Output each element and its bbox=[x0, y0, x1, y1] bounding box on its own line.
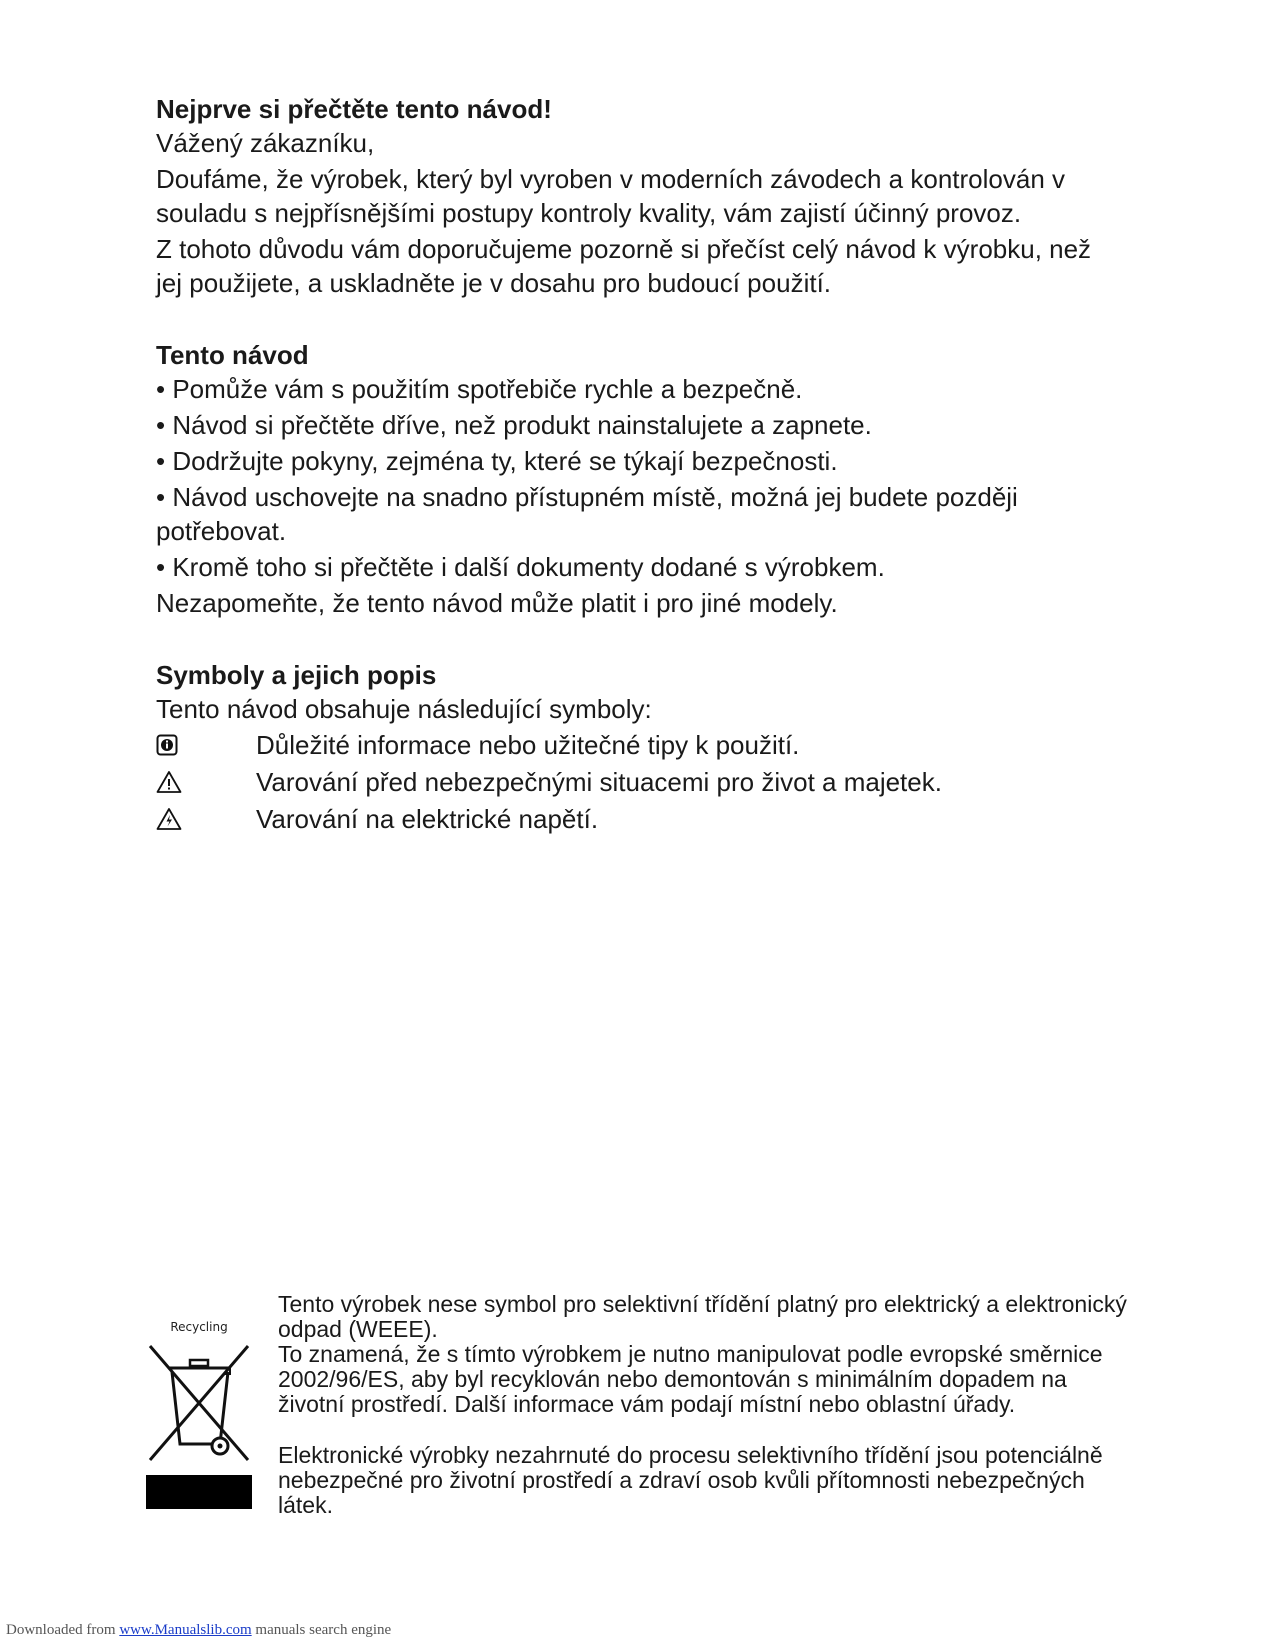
manual-section bbox=[156, 338, 1116, 620]
weee-paragraph-1: Tento výrobek nese symbol pro selektivní třídění platný pro elektrický a elektronický odpad (WEEE). bbox=[278, 1291, 1127, 1342]
greeting: Vážený zákazníku, bbox=[156, 128, 375, 158]
intro-paragraph-2: Z tohoto důvodu vám doporučujeme pozorně si přečíst celý návod k výrobku, než jej použijete, a uskladněte je v dosahu pro budoucí použití. bbox=[156, 234, 1092, 298]
electric-warning-icon bbox=[156, 807, 256, 831]
symbol-text-warning: Varování před nebezpečnými situacemi pro život a majetek. bbox=[256, 767, 942, 797]
symbol-text-electric: Varování na elektrické napětí. bbox=[256, 804, 599, 834]
symbol-row-info bbox=[156, 728, 1116, 762]
manual-bullet: • Návod uschovejte na snadno přístupném místě, možná jej budete později potřebovat. bbox=[156, 482, 1018, 546]
intro-section bbox=[156, 92, 1116, 300]
crossed-bin-icon bbox=[146, 1338, 252, 1462]
symbols-intro: Tento návod obsahuje následující symboly: bbox=[156, 694, 652, 724]
weee-black-bar bbox=[146, 1475, 252, 1509]
manual-note: Nezapomeňte, že tento návod může platit i pro jiné modely. bbox=[156, 588, 838, 618]
symbol-row-warning bbox=[156, 765, 1116, 799]
symbol-text-info: Důležité informace nebo užitečné tipy k použití. bbox=[256, 730, 800, 760]
manual-bullet: • Návod si přečtěte dříve, než produkt nainstalujete a zapnete. bbox=[156, 410, 872, 440]
manual-page bbox=[156, 92, 1116, 874]
symbols-section bbox=[156, 658, 1116, 836]
symbols-title: Symboly a jejich popis bbox=[156, 660, 437, 690]
weee-text bbox=[278, 1292, 1138, 1544]
info-icon bbox=[156, 734, 256, 756]
warning-triangle-icon bbox=[156, 770, 256, 794]
footer-prefix: Downloaded from bbox=[6, 1622, 120, 1638]
weee-paragraph-3: Elektronické výrobky nezahrnuté do procesu selektivního třídění jsou potenciálně nebezpečné pro životní prostředí a zdraví osob kvůli přítomnosti nebezpečných látek. bbox=[278, 1442, 1103, 1518]
footer-link[interactable]: www.Manualslib.com bbox=[119, 1622, 252, 1638]
symbol-row-electric bbox=[156, 802, 1116, 836]
manual-bullet: • Dodržujte pokyny, zejména ty, které se týkají bezpečnosti. bbox=[156, 446, 838, 476]
footer-suffix: manuals search engine bbox=[251, 1622, 392, 1638]
footer bbox=[6, 1622, 391, 1639]
recycling-label: Recycling bbox=[170, 1320, 228, 1334]
manual-bullet: • Kromě toho si přečtěte i další dokumenty dodané s výrobkem. bbox=[156, 552, 885, 582]
weee-paragraph-2: To znamená, že s tímto výrobkem je nutno manipulovat podle evropské směrnice 2002/96/ES, aby byl recyklován nebo demontován s minimálním dopadem na životní prostředí. Další informace vám podají místní nebo oblastní úřady. bbox=[278, 1341, 1103, 1417]
manual-bullet: • Pomůže vám s použitím spotřebiče rychle a bezpečně. bbox=[156, 374, 803, 404]
manual-title: Tento návod bbox=[156, 340, 309, 370]
intro-paragraph-1: Doufáme, že výrobek, který byl vyroben v moderních závodech a kontrolován v souladu s nejpřísnějšími postupy kontroly kvality, vám zajistí účinný provoz. bbox=[156, 164, 1065, 228]
intro-title: Nejprve si přečtěte tento návod! bbox=[156, 94, 552, 124]
weee-logo bbox=[146, 1320, 252, 1509]
